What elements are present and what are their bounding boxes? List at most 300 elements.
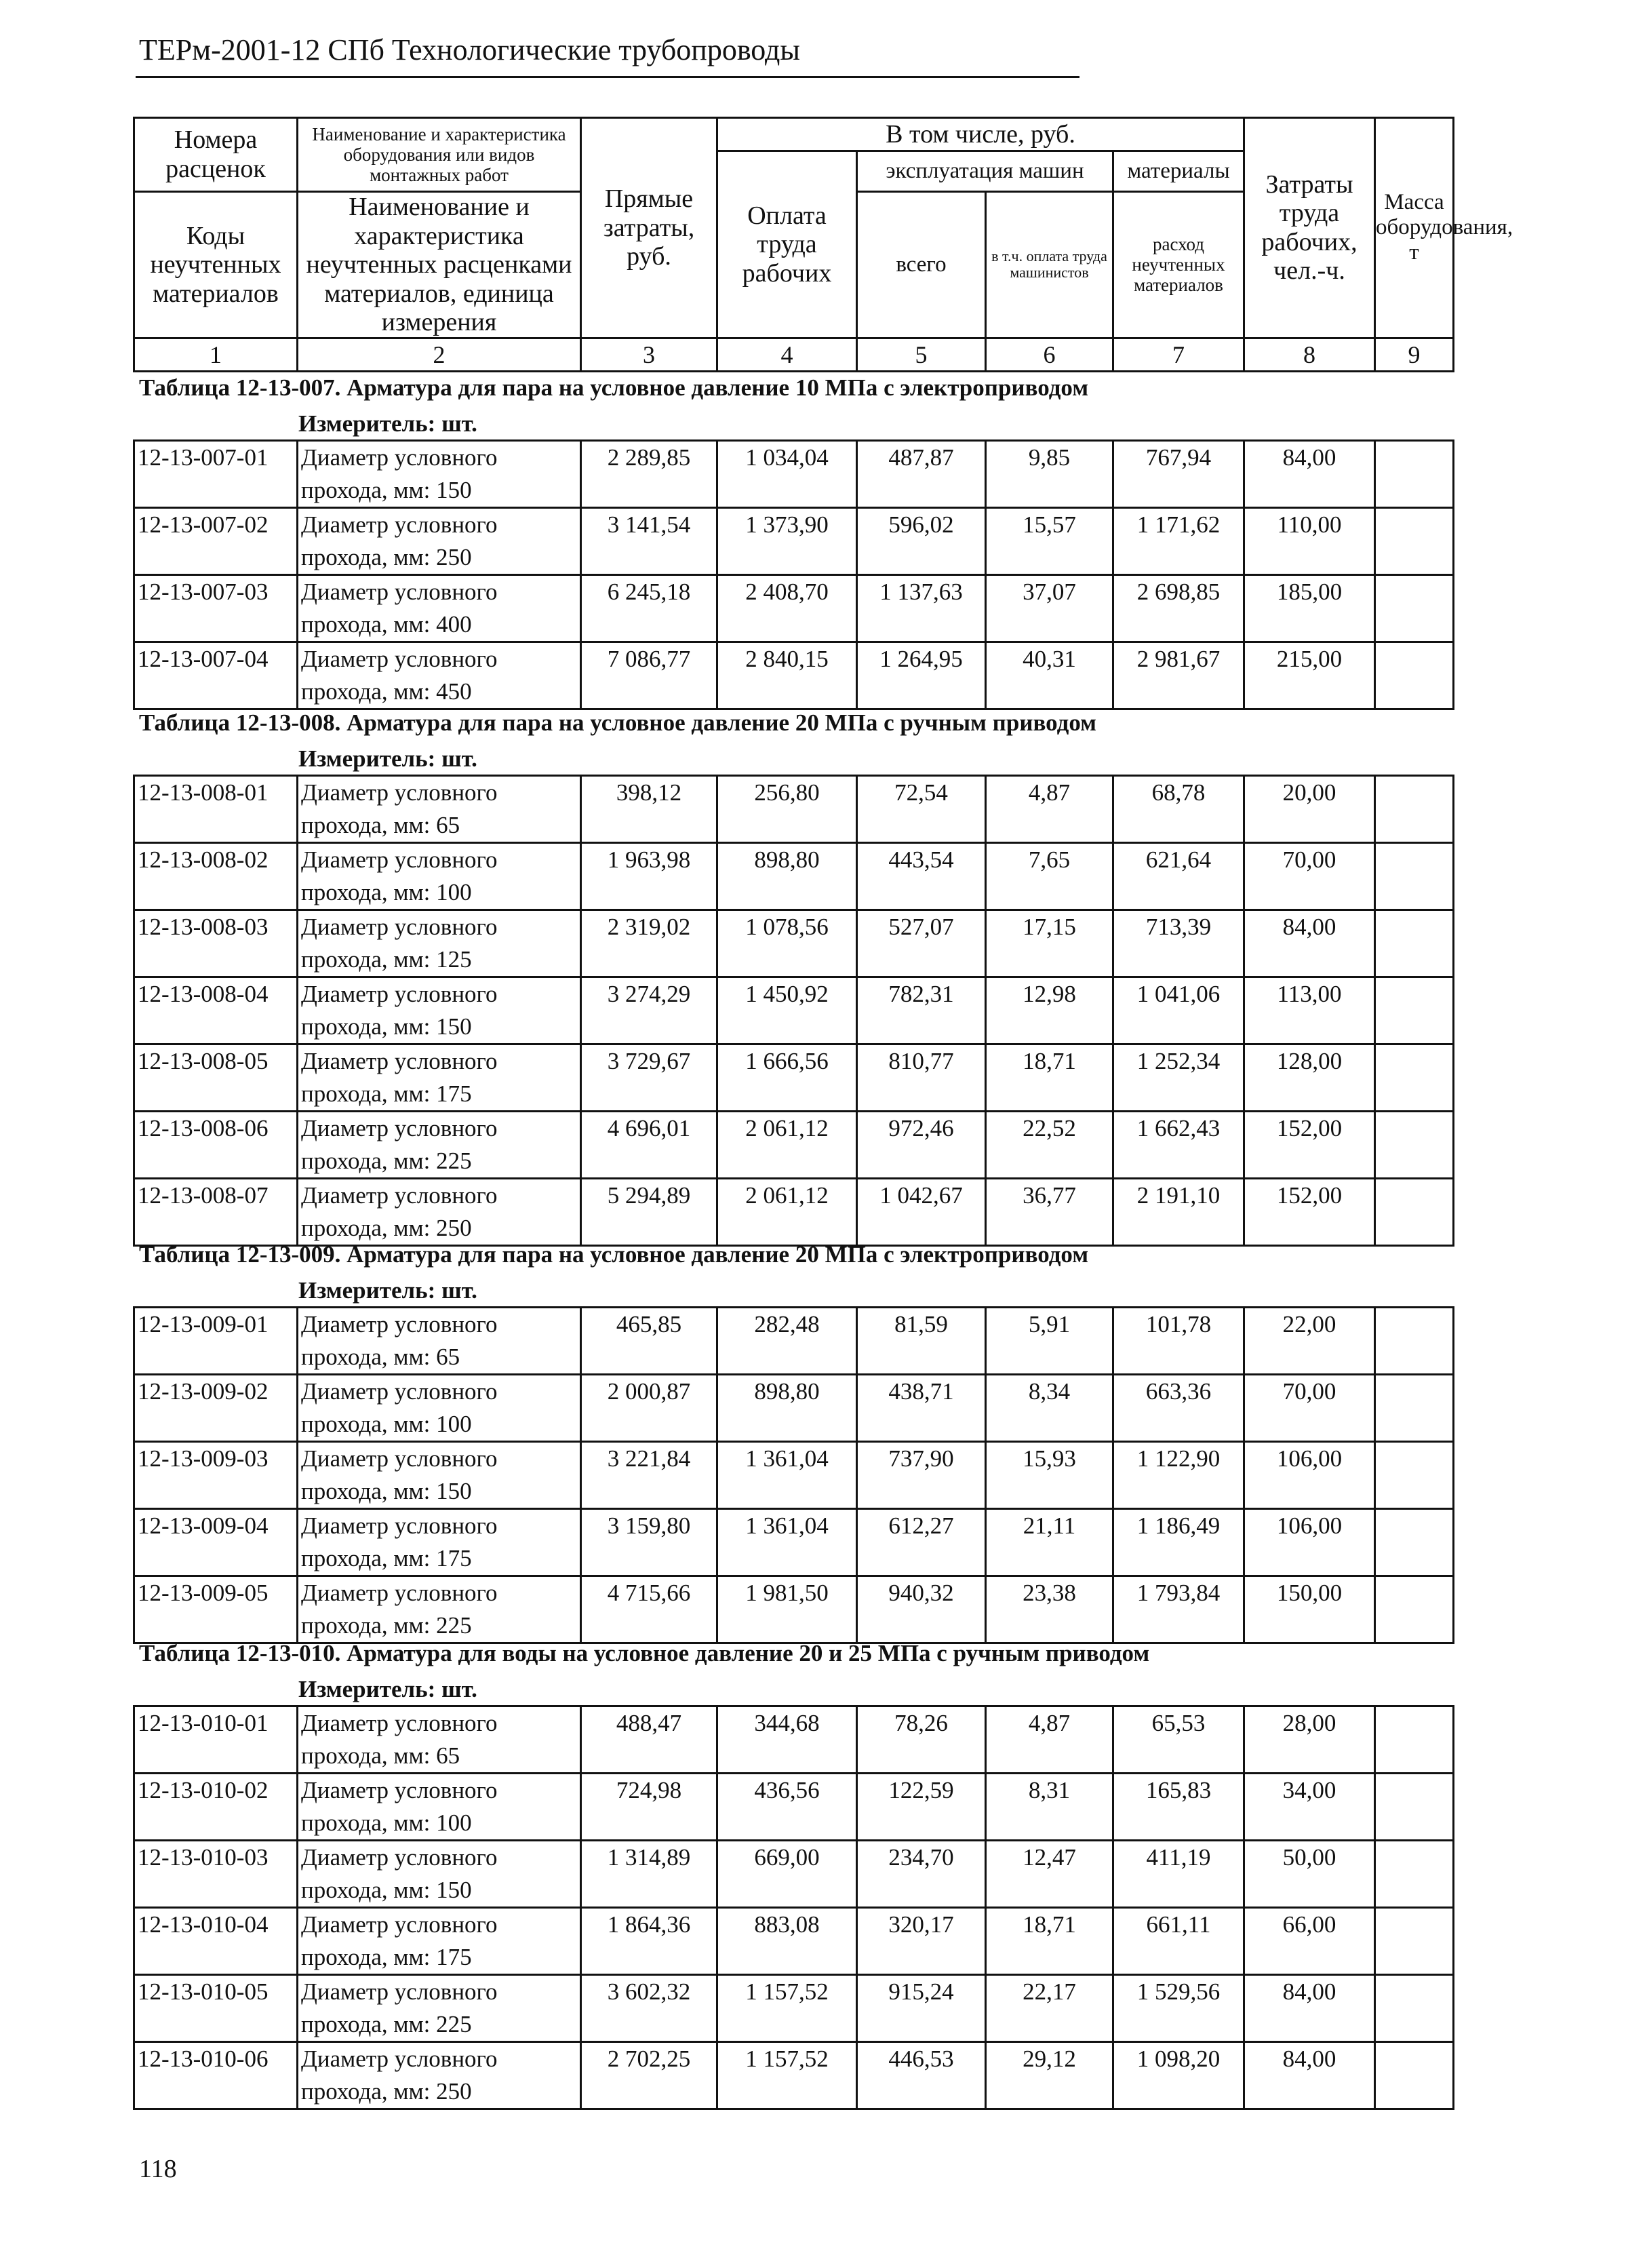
labor-hours-value: 84,00 (1244, 1975, 1375, 2042)
machines-total-value: 122,59 (857, 1774, 986, 1841)
rate-name-line: прохода, мм: 100 (301, 1411, 472, 1437)
labor-pay-value: 1 157,52 (717, 2042, 857, 2109)
mass-value (1375, 1706, 1454, 1774)
rate-name-line: прохода, мм: 250 (301, 2078, 472, 2105)
mass-value (1375, 1375, 1454, 1442)
labor-pay-value: 2 408,70 (717, 575, 857, 642)
rate-code: 12-13-009-01 (134, 1308, 298, 1375)
rate-name-line: Диаметр условного (301, 779, 498, 806)
rate-name-line: прохода, мм: 150 (301, 1877, 472, 1903)
machines-labor-value: 40,31 (986, 642, 1113, 709)
machines-labor-value: 37,07 (986, 575, 1113, 642)
machines-labor-value: 29,12 (986, 2042, 1113, 2109)
table-row (134, 508, 1454, 575)
direct-cost-value: 2 702,25 (581, 2042, 717, 2109)
machines-total-value: 1 137,63 (857, 575, 986, 642)
direct-cost-value: 1 864,36 (581, 1908, 717, 1975)
machines-total-value: 782,31 (857, 977, 986, 1044)
materials-value: 65,53 (1113, 1706, 1244, 1774)
mass-value (1375, 1112, 1454, 1179)
rate-code: 12-13-010-02 (134, 1774, 298, 1841)
rates-table (133, 1306, 1454, 1644)
header-direct-cost: Прямые затраты, руб. (581, 118, 717, 338)
labor-pay-value: 1 361,04 (717, 1442, 857, 1509)
rate-name (298, 1179, 581, 1246)
rate-name-line: Диаметр условного (301, 1445, 498, 1472)
rate-name-line: Диаметр условного (301, 579, 498, 605)
labor-hours-value: 152,00 (1244, 1112, 1375, 1179)
machines-total-value: 81,59 (857, 1308, 986, 1375)
header-labor-pay: Оплата труда рабочих (717, 151, 857, 338)
direct-cost-value: 1 314,89 (581, 1841, 717, 1908)
materials-value: 767,94 (1113, 441, 1244, 508)
rate-name (298, 1975, 581, 2042)
rate-name (298, 843, 581, 910)
rate-name-line: Диаметр условного (301, 511, 498, 538)
mass-value (1375, 1044, 1454, 1112)
table-row (134, 1975, 1454, 2042)
mass-value (1375, 977, 1454, 1044)
rate-name-line: Диаметр условного (301, 914, 498, 940)
rate-code: 12-13-009-03 (134, 1442, 298, 1509)
materials-value: 1 662,43 (1113, 1112, 1244, 1179)
machines-labor-value: 5,91 (986, 1308, 1113, 1375)
rate-name-line: Диаметр условного (301, 1710, 498, 1736)
table-row (134, 1308, 1454, 1375)
machines-total-value: 443,54 (857, 843, 986, 910)
labor-hours-value: 34,00 (1244, 1774, 1375, 1841)
rate-name-line: прохода, мм: 65 (301, 812, 460, 838)
header-code-bottom: Коды неучтенных материалов (134, 192, 298, 338)
direct-cost-value: 3 729,67 (581, 1044, 717, 1112)
table-row (134, 1706, 1454, 1774)
rate-name-line: прохода, мм: 225 (301, 1148, 472, 1174)
materials-value: 1 529,56 (1113, 1975, 1244, 2042)
column-number: 4 (717, 338, 857, 371)
rate-name-line: Диаметр условного (301, 1115, 498, 1141)
rate-code: 12-13-008-06 (134, 1112, 298, 1179)
rate-code: 12-13-007-04 (134, 642, 298, 709)
section-unit: Измеритель: шт. (298, 1676, 477, 1702)
mass-value (1375, 1841, 1454, 1908)
direct-cost-value: 3 221,84 (581, 1442, 717, 1509)
materials-value: 2 191,10 (1113, 1179, 1244, 1246)
rate-name-line: Диаметр условного (301, 1311, 498, 1337)
materials-value: 621,64 (1113, 843, 1244, 910)
mass-value (1375, 1975, 1454, 2042)
rate-name-line: прохода, мм: 150 (301, 1478, 472, 1504)
labor-pay-value: 2 061,12 (717, 1112, 857, 1179)
column-number: 9 (1375, 338, 1454, 371)
running-header: ТЕРм-2001-12 СПб Технологические трубопроводы (139, 33, 800, 66)
mass-value (1375, 508, 1454, 575)
table-row (134, 2042, 1454, 2109)
labor-hours-value: 185,00 (1244, 575, 1375, 642)
labor-pay-value: 282,48 (717, 1308, 857, 1375)
rate-name-line: Диаметр условного (301, 1512, 498, 1539)
labor-hours-value: 152,00 (1244, 1179, 1375, 1246)
machines-labor-value: 15,57 (986, 508, 1113, 575)
rate-name (298, 1908, 581, 1975)
direct-cost-value: 2 319,02 (581, 910, 717, 977)
column-number: 5 (857, 338, 986, 371)
rate-code: 12-13-010-06 (134, 2042, 298, 2109)
labor-hours-value: 20,00 (1244, 776, 1375, 843)
rate-code: 12-13-010-05 (134, 1975, 298, 2042)
labor-hours-value: 128,00 (1244, 1044, 1375, 1112)
labor-hours-value: 106,00 (1244, 1442, 1375, 1509)
rate-name (298, 575, 581, 642)
machines-total-value: 487,87 (857, 441, 986, 508)
labor-pay-value: 2 061,12 (717, 1179, 857, 1246)
rate-name (298, 1841, 581, 1908)
mass-value (1375, 1308, 1454, 1375)
rate-name (298, 1442, 581, 1509)
rate-code: 12-13-010-03 (134, 1841, 298, 1908)
rate-name-line: прохода, мм: 225 (301, 2011, 472, 2037)
rate-name-line: Диаметр условного (301, 646, 498, 672)
table-row (134, 1774, 1454, 1841)
rate-name-line: прохода, мм: 65 (301, 1742, 460, 1769)
rate-name (298, 2042, 581, 2109)
rate-code: 12-13-008-04 (134, 977, 298, 1044)
table-row (134, 910, 1454, 977)
rate-code: 12-13-008-01 (134, 776, 298, 843)
labor-pay-value: 1 666,56 (717, 1044, 857, 1112)
table-row (134, 977, 1454, 1044)
labor-hours-value: 70,00 (1244, 843, 1375, 910)
table-row (134, 1509, 1454, 1576)
direct-cost-value: 3 602,32 (581, 1975, 717, 2042)
labor-pay-value: 669,00 (717, 1841, 857, 1908)
table-row (134, 1375, 1454, 1442)
materials-value: 411,19 (1113, 1841, 1244, 1908)
rate-name (298, 1706, 581, 1774)
column-header-table (133, 117, 1513, 372)
section-title: Таблица 12-13-007. Арматура для пара на условное давление 10 МПа с электроприводом (139, 374, 1089, 401)
rate-code: 12-13-008-03 (134, 910, 298, 977)
rate-name (298, 1774, 581, 1841)
rate-name-line: Диаметр условного (301, 1978, 498, 2005)
rate-name (298, 977, 581, 1044)
header-name-bottom: Наименование и характеристика неучтенных расценками материалов, единица измерения (298, 192, 581, 338)
labor-pay-value: 1 373,90 (717, 508, 857, 575)
header-rule (136, 76, 1079, 78)
materials-value: 2 698,85 (1113, 575, 1244, 642)
rate-code: 12-13-007-03 (134, 575, 298, 642)
labor-hours-value: 28,00 (1244, 1706, 1375, 1774)
labor-hours-value: 106,00 (1244, 1509, 1375, 1576)
rates-table (133, 775, 1454, 1247)
machines-total-value: 1 042,67 (857, 1179, 986, 1246)
rate-name-line: Диаметр условного (301, 1777, 498, 1803)
machines-labor-value: 7,65 (986, 843, 1113, 910)
mass-value (1375, 910, 1454, 977)
header-name-top: Наименование и характеристика оборудования или видов монтажных работ (298, 118, 581, 192)
table-row (134, 1576, 1454, 1643)
rate-name-line: прохода, мм: 100 (301, 879, 472, 905)
rate-name (298, 1044, 581, 1112)
rate-name-line: прохода, мм: 175 (301, 1545, 472, 1571)
materials-value: 1 041,06 (1113, 977, 1244, 1044)
machines-labor-value: 4,87 (986, 776, 1113, 843)
machines-labor-value: 23,38 (986, 1576, 1113, 1643)
table-row (134, 1442, 1454, 1509)
rate-name-line: прохода, мм: 400 (301, 611, 472, 638)
materials-value: 2 981,67 (1113, 642, 1244, 709)
labor-pay-value: 1 034,04 (717, 441, 857, 508)
rate-name (298, 1308, 581, 1375)
rate-name (298, 441, 581, 508)
machines-labor-value: 9,85 (986, 441, 1113, 508)
rate-name-line: Диаметр условного (301, 1844, 498, 1871)
rate-name (298, 1509, 581, 1576)
mass-value (1375, 776, 1454, 843)
labor-hours-value: 150,00 (1244, 1576, 1375, 1643)
machines-total-value: 972,46 (857, 1112, 986, 1179)
header-machines-labor: в т.ч. оплата труда машинистов (986, 192, 1113, 338)
table-row (134, 1112, 1454, 1179)
table-row (134, 1908, 1454, 1975)
machines-total-value: 78,26 (857, 1706, 986, 1774)
section-unit: Измеритель: шт. (298, 410, 477, 437)
labor-pay-value: 256,80 (717, 776, 857, 843)
mass-value (1375, 843, 1454, 910)
rate-name-line: Диаметр условного (301, 981, 498, 1007)
header-machines-total: всего (857, 192, 986, 338)
labor-pay-value: 344,68 (717, 1706, 857, 1774)
materials-value: 1 793,84 (1113, 1576, 1244, 1643)
machines-total-value: 446,53 (857, 2042, 986, 2109)
direct-cost-value: 6 245,18 (581, 575, 717, 642)
materials-value: 1 171,62 (1113, 508, 1244, 575)
machines-labor-value: 36,77 (986, 1179, 1113, 1246)
labor-hours-value: 113,00 (1244, 977, 1375, 1044)
rate-name-line: прохода, мм: 250 (301, 1215, 472, 1241)
rate-name-line: прохода, мм: 175 (301, 1080, 472, 1107)
table-row (134, 776, 1454, 843)
rate-name (298, 1375, 581, 1442)
header-materials: материалы (1113, 151, 1244, 192)
rate-name-line: прохода, мм: 175 (301, 1944, 472, 1970)
machines-total-value: 527,07 (857, 910, 986, 977)
materials-value: 663,36 (1113, 1375, 1244, 1442)
column-number: 6 (986, 338, 1113, 371)
rate-name-line: Диаметр условного (301, 846, 498, 873)
rate-code: 12-13-010-04 (134, 1908, 298, 1975)
column-number: 1 (134, 338, 298, 371)
labor-hours-value: 215,00 (1244, 642, 1375, 709)
rate-name-line: Диаметр условного (301, 1580, 498, 1606)
rate-code: 12-13-008-05 (134, 1044, 298, 1112)
materials-value: 101,78 (1113, 1308, 1244, 1375)
rate-name (298, 1576, 581, 1643)
rate-code: 12-13-008-02 (134, 843, 298, 910)
machines-labor-value: 12,98 (986, 977, 1113, 1044)
direct-cost-value: 7 086,77 (581, 642, 717, 709)
header-mass: Масса оборудования, т (1375, 118, 1454, 338)
rate-name (298, 642, 581, 709)
table-row (134, 642, 1454, 709)
section-title: Таблица 12-13-008. Арматура для пара на условное давление 20 МПа с ручным приводом (139, 709, 1097, 736)
materials-value: 1 186,49 (1113, 1509, 1244, 1576)
machines-labor-value: 8,34 (986, 1375, 1113, 1442)
rate-name (298, 508, 581, 575)
rate-name-line: Диаметр условного (301, 2046, 498, 2072)
labor-hours-value: 66,00 (1244, 1908, 1375, 1975)
mass-value (1375, 1509, 1454, 1576)
materials-value: 1 252,34 (1113, 1044, 1244, 1112)
direct-cost-value: 4 715,66 (581, 1576, 717, 1643)
labor-pay-value: 1 450,92 (717, 977, 857, 1044)
labor-pay-value: 436,56 (717, 1774, 857, 1841)
materials-value: 68,78 (1113, 776, 1244, 843)
rate-name-line: Диаметр условного (301, 1378, 498, 1405)
rate-name-line: прохода, мм: 100 (301, 1810, 472, 1836)
mass-value (1375, 1774, 1454, 1841)
mass-value (1375, 575, 1454, 642)
labor-hours-value: 110,00 (1244, 508, 1375, 575)
direct-cost-value: 2 289,85 (581, 441, 717, 508)
mass-value (1375, 441, 1454, 508)
materials-value: 661,11 (1113, 1908, 1244, 1975)
labor-hours-value: 22,00 (1244, 1308, 1375, 1375)
rates-table (133, 439, 1454, 710)
labor-pay-value: 1 361,04 (717, 1509, 857, 1576)
materials-value: 1 098,20 (1113, 2042, 1244, 2109)
rate-name-line: прохода, мм: 65 (301, 1344, 460, 1370)
rate-name-line: прохода, мм: 125 (301, 946, 472, 973)
labor-pay-value: 1 157,52 (717, 1975, 857, 2042)
machines-labor-value: 12,47 (986, 1841, 1113, 1908)
labor-hours-value: 50,00 (1244, 1841, 1375, 1908)
rate-name (298, 910, 581, 977)
column-number: 7 (1113, 338, 1244, 371)
rate-name-line: Диаметр условного (301, 1911, 498, 1938)
labor-pay-value: 2 840,15 (717, 642, 857, 709)
rate-code: 12-13-009-04 (134, 1509, 298, 1576)
mass-value (1375, 642, 1454, 709)
table-row (134, 843, 1454, 910)
labor-hours-value: 84,00 (1244, 2042, 1375, 2109)
labor-pay-value: 1 981,50 (717, 1576, 857, 1643)
materials-value: 1 122,90 (1113, 1442, 1244, 1509)
machines-total-value: 612,27 (857, 1509, 986, 1576)
labor-pay-value: 898,80 (717, 843, 857, 910)
mass-value (1375, 1576, 1454, 1643)
rate-code: 12-13-007-01 (134, 441, 298, 508)
mass-value (1375, 1908, 1454, 1975)
column-number: 3 (581, 338, 717, 371)
machines-labor-value: 4,87 (986, 1706, 1113, 1774)
labor-pay-value: 1 078,56 (717, 910, 857, 977)
table-row (134, 441, 1454, 508)
machines-labor-value: 22,52 (986, 1112, 1113, 1179)
labor-hours-value: 84,00 (1244, 441, 1375, 508)
direct-cost-value: 1 963,98 (581, 843, 717, 910)
machines-labor-value: 22,17 (986, 1975, 1113, 2042)
machines-total-value: 596,02 (857, 508, 986, 575)
rate-code: 12-13-009-05 (134, 1576, 298, 1643)
materials-value: 713,39 (1113, 910, 1244, 977)
direct-cost-value: 2 000,87 (581, 1375, 717, 1442)
section-unit: Измеритель: шт. (298, 745, 477, 772)
rate-name-line: прохода, мм: 150 (301, 1013, 472, 1040)
direct-cost-value: 488,47 (581, 1706, 717, 1774)
table-row (134, 1841, 1454, 1908)
rate-name-line: Диаметр условного (301, 1048, 498, 1074)
machines-total-value: 72,54 (857, 776, 986, 843)
rates-table (133, 1705, 1454, 2110)
direct-cost-value: 398,12 (581, 776, 717, 843)
materials-value: 165,83 (1113, 1774, 1244, 1841)
header-machines: эксплуатация машин (857, 151, 1113, 192)
machines-total-value: 915,24 (857, 1975, 986, 2042)
rate-code: 12-13-010-01 (134, 1706, 298, 1774)
header-materials-unaccounted: расход неучтенных материалов (1113, 192, 1244, 338)
rate-code: 12-13-007-02 (134, 508, 298, 575)
column-number: 8 (1244, 338, 1375, 371)
section-title: Таблица 12-13-009. Арматура для пара на условное давление 20 МПа с электроприводом (139, 1241, 1089, 1268)
rate-name (298, 776, 581, 843)
mass-value (1375, 2042, 1454, 2109)
direct-cost-value: 465,85 (581, 1308, 717, 1375)
rate-name-line: прохода, мм: 450 (301, 678, 472, 705)
direct-cost-value: 3 141,54 (581, 508, 717, 575)
machines-total-value: 737,90 (857, 1442, 986, 1509)
rate-code: 12-13-009-02 (134, 1375, 298, 1442)
rate-code: 12-13-008-07 (134, 1179, 298, 1246)
mass-value (1375, 1179, 1454, 1246)
labor-hours-value: 70,00 (1244, 1375, 1375, 1442)
direct-cost-value: 5 294,89 (581, 1179, 717, 1246)
rate-name-line: прохода, мм: 250 (301, 544, 472, 570)
header-labor-hours: Затраты труда рабочих, чел.-ч. (1244, 118, 1375, 338)
header-code-top: Номера расценок (134, 118, 298, 192)
direct-cost-value: 3 274,29 (581, 977, 717, 1044)
rate-name-line: Диаметр условного (301, 444, 498, 471)
section-unit: Измеритель: шт. (298, 1277, 477, 1304)
rate-name (298, 1112, 581, 1179)
table-row (134, 1179, 1454, 1246)
machines-total-value: 320,17 (857, 1908, 986, 1975)
column-number: 2 (298, 338, 581, 371)
machines-labor-value: 18,71 (986, 1908, 1113, 1975)
machines-total-value: 1 264,95 (857, 642, 986, 709)
direct-cost-value: 724,98 (581, 1774, 717, 1841)
direct-cost-value: 3 159,80 (581, 1509, 717, 1576)
direct-cost-value: 4 696,01 (581, 1112, 717, 1179)
machines-labor-value: 15,93 (986, 1442, 1113, 1509)
labor-pay-value: 898,80 (717, 1375, 857, 1442)
machines-total-value: 810,77 (857, 1044, 986, 1112)
machines-total-value: 438,71 (857, 1375, 986, 1442)
header-including: В том числе, руб. (717, 118, 1244, 151)
rate-name-line: прохода, мм: 225 (301, 1612, 472, 1639)
labor-hours-value: 84,00 (1244, 910, 1375, 977)
rate-name-line: Диаметр условного (301, 1182, 498, 1209)
mass-value (1375, 1442, 1454, 1509)
table-row (134, 575, 1454, 642)
machines-labor-value: 21,11 (986, 1509, 1113, 1576)
machines-total-value: 940,32 (857, 1576, 986, 1643)
machines-total-value: 234,70 (857, 1841, 986, 1908)
rate-name-line: прохода, мм: 150 (301, 477, 472, 503)
table-row (134, 1044, 1454, 1112)
machines-labor-value: 8,31 (986, 1774, 1113, 1841)
machines-labor-value: 17,15 (986, 910, 1113, 977)
machines-labor-value: 18,71 (986, 1044, 1113, 1112)
